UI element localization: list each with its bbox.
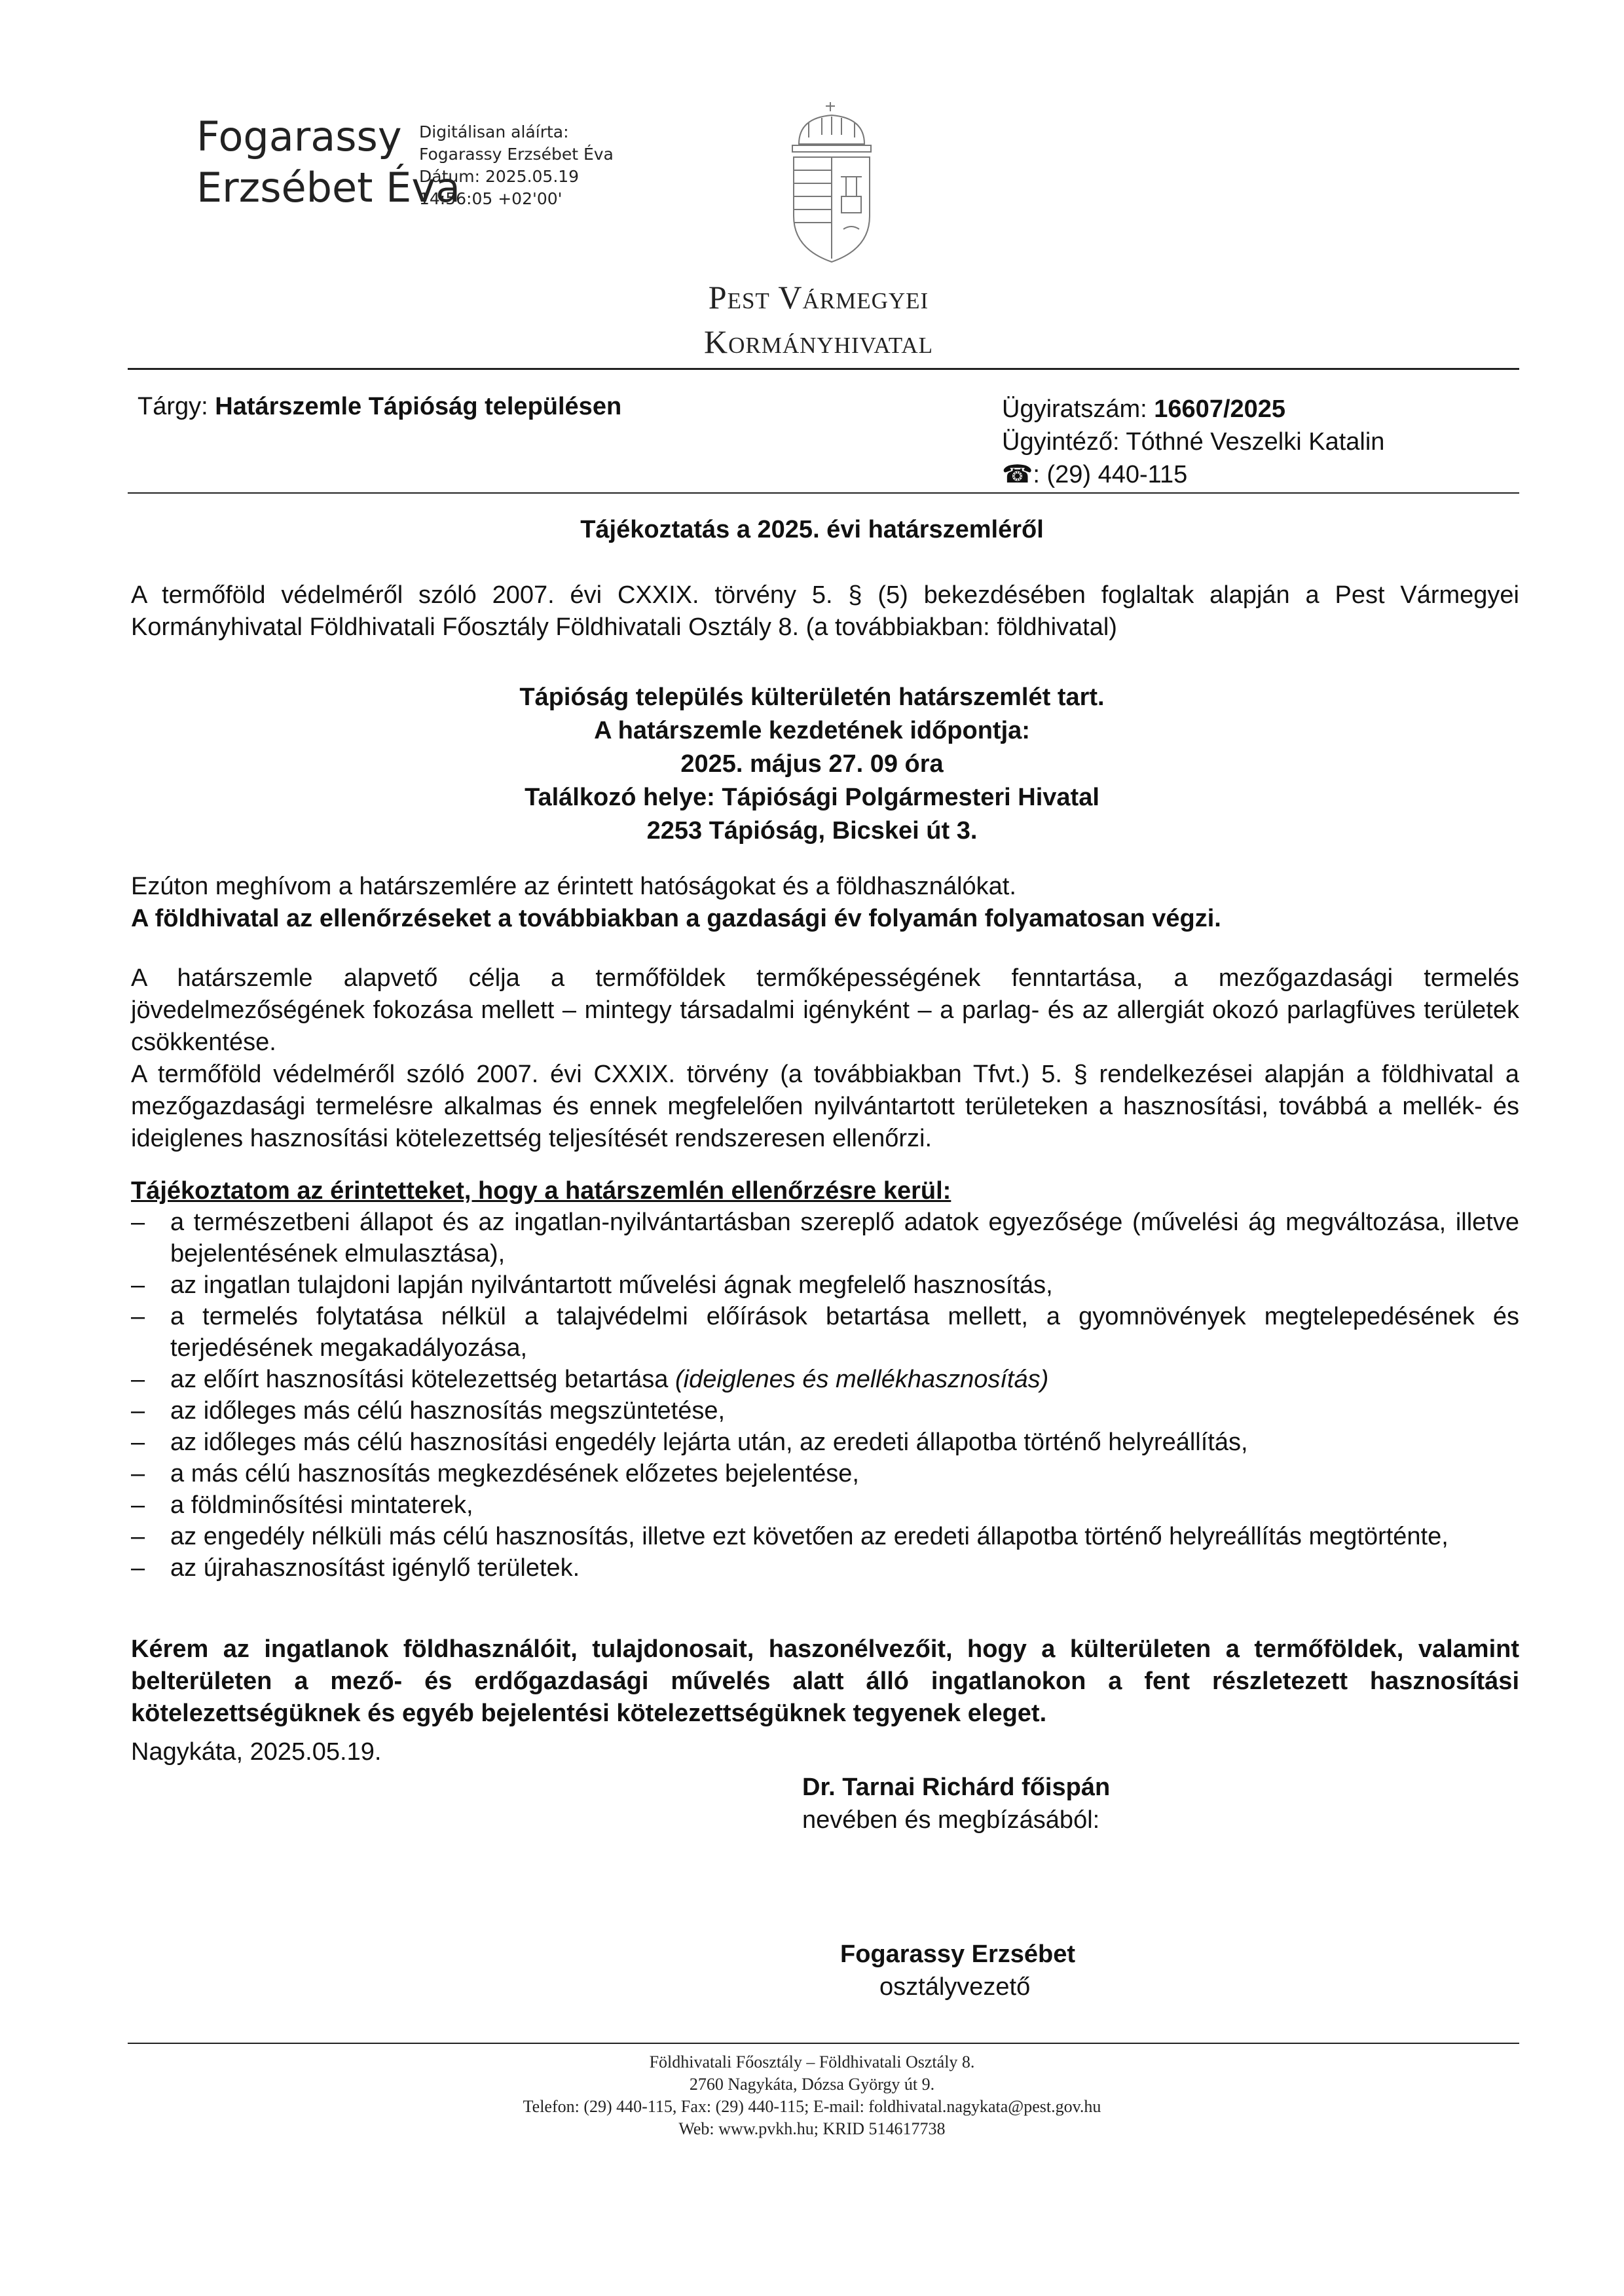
list-item-italic: (ideiglenes és mellékhasznosítás) bbox=[675, 1366, 1049, 1393]
subject-label: Tárgy: bbox=[138, 393, 208, 420]
footer bbox=[0, 2051, 1624, 2140]
officer-row bbox=[1002, 426, 1384, 458]
signature-details bbox=[419, 121, 614, 210]
case-number-row bbox=[1002, 393, 1384, 426]
list-item: – az ingatlan tulajdoni lapján nyilvántartott művelési ágnak megfelelő hasznosítás, bbox=[131, 1271, 1053, 1299]
signer-primary-role: nevében és megbízásából: bbox=[802, 1806, 1100, 1834]
announcement-line1: Tápióság település külterületén határszemlét tart. bbox=[519, 683, 1105, 711]
checks-list bbox=[131, 1207, 1519, 1584]
announcement-line4: Találkozó helye: Tápiósági Polgármesteri Hivatal bbox=[525, 784, 1099, 811]
purpose-p1: A határszemle alapvető célja a termőföldek termőképességének fenntartása, a mezőgazdasági termelés jövedelmezőségének fokozása mellett – mintegy társadalmi igényként – a parlag- és az allergiát okozó parlagfüves területek csökkentése. bbox=[131, 964, 1519, 1056]
signature-detail-label: Digitálisan aláírta: bbox=[419, 122, 569, 141]
case-info bbox=[1002, 393, 1384, 491]
telephone-icon: ☎ bbox=[1002, 461, 1033, 488]
agency-line1: Pest Vármegyei bbox=[708, 279, 929, 316]
case-number-label: Ügyiratszám: bbox=[1002, 395, 1147, 423]
announcement-line2: A határszemle kezdetének időpontja: bbox=[594, 717, 1030, 744]
phone-row bbox=[1002, 458, 1384, 491]
invite-paragraph bbox=[131, 871, 1519, 935]
signer-secondary-role: osztályvezető bbox=[879, 1973, 1031, 2001]
list-item: – a földminősítési mintaterek, bbox=[131, 1491, 473, 1519]
intro-paragraph: A termőföld védelméről szóló 2007. évi CXXIX. törvény 5. § (5) bekezdésében foglaltak alapján a Pest Vármegyei Kormányhivatal Földhivatali Főosztály Földhivatali Osztály 8. (a továbbiakban: földhivatal) bbox=[131, 581, 1519, 641]
footer-line4: Web: www.pvkh.hu; KRID 514617738 bbox=[678, 2119, 946, 2138]
footer-line2: 2760 Nagykáta, Dózsa György út 9. bbox=[689, 2075, 935, 2094]
list-item: – az időleges más célú hasznosítási engedély lejárta után, az eredeti állapotba történő helyreállítás, bbox=[131, 1429, 1248, 1456]
list-item: – az előírt hasznosítási kötelezettség betartása (ideiglenes és mellékhasznosítás) bbox=[131, 1366, 1049, 1393]
checks-section bbox=[131, 1175, 1519, 1584]
announcement bbox=[0, 681, 1624, 848]
coat-of-arms-icon bbox=[773, 98, 891, 275]
announcement-line5: 2253 Tápióság, Bicskei út 3. bbox=[646, 817, 978, 845]
invite-line2: A földhivatal az ellenőrzéseket a továbbiakban a gazdasági év folyamán folyamatosan végzi. bbox=[131, 905, 1221, 932]
phone-value: : (29) 440-115 bbox=[1033, 461, 1188, 488]
officer-value: Tóthné Veszelki Katalin bbox=[1126, 428, 1385, 456]
list-item: – az időleges más célú hasznosítás megszüntetése, bbox=[131, 1397, 726, 1425]
list-item: – a más célú hasznosítás megkezdésének előzetes bejelentése, bbox=[131, 1460, 859, 1487]
checks-heading: Tájékoztatom az érintetteket, hogy a határszemlén ellenőrzésre kerül: bbox=[131, 1177, 951, 1205]
signer-primary bbox=[802, 1771, 1110, 1836]
footer-line1: Földhivatali Főosztály – Földhivatali Osztály 8. bbox=[649, 2052, 975, 2071]
purpose-paragraph bbox=[131, 962, 1519, 1155]
place-date: Nagykáta, 2025.05.19. bbox=[131, 1738, 382, 1766]
signer-primary-name: Dr. Tarnai Richárd főispán bbox=[802, 1774, 1111, 1801]
subject-value: Határszemle Tápióság településen bbox=[215, 393, 622, 420]
agency-name bbox=[589, 275, 1048, 364]
invite-line1: Ezúton meghívom a határszemlére az érintett hatóságokat és a földhasználókat. bbox=[131, 873, 1016, 900]
footer-divider bbox=[128, 2043, 1519, 2044]
signer-secondary bbox=[840, 1938, 1075, 2003]
signature-detail-time: 14:56:05 +02'00' bbox=[419, 189, 563, 208]
closing-paragraph: Kérem az ingatlanok földhasználóit, tulajdonosait, haszonélvezőit, hogy a külterületen a termőföldek, valamint belterületen a mező- és erdőgazdasági művelés alatt álló ingatlanokon a fent részletezett hasznosítási kötelezettségüknek és egyéb bejelentési kötelezettségüknek tegyenek eleget. bbox=[131, 1635, 1519, 1727]
header-divider bbox=[128, 368, 1519, 370]
subject-divider bbox=[128, 492, 1519, 494]
document-title: Tájékoztatás a 2025. évi határszemléről bbox=[580, 516, 1044, 543]
announcement-line3: 2025. május 27. 09 óra bbox=[680, 750, 944, 778]
purpose-p2: A termőföld védelméről szóló 2007. évi CXXIX. törvény (a továbbiakban Tfvt.) 5. § rendelkezései alapján a földhivatal a mezőgazdasági termelésre alkalmas és ennek megfelelően nyilvántartott területeken a hasznosítási, továbbá a mellék- és ideiglenes hasznosítási kötelezettség teljesítését rendszeresen ellenőrzi. bbox=[131, 1061, 1519, 1152]
list-item: – a termelés folytatása nélkül a talajvédelmi előírások betartása mellett, a gyomnövények megtelepedésének és terjedésének megakadályozása, bbox=[131, 1303, 1519, 1362]
list-item: – az újrahasznosítást igénylő területek. bbox=[131, 1554, 580, 1582]
officer-label: Ügyintéző: bbox=[1002, 428, 1120, 456]
signature-name-line2: Erzsébet Éva bbox=[196, 164, 461, 211]
list-item: – a természetbeni állapot és az ingatlan-nyilvántartásban szereplő adatok egyezősége (művelési ág megváltozása, illetve bejelentésének elmulasztása), bbox=[131, 1209, 1519, 1267]
signature-detail-date: Dátum: 2025.05.19 bbox=[419, 167, 580, 186]
agency-line2: Kormányhivatal bbox=[703, 323, 933, 360]
case-number-value: 16607/2025 bbox=[1154, 395, 1286, 423]
signer-secondary-name: Fogarassy Erzsébet bbox=[840, 1941, 1076, 1968]
footer-line3: Telefon: (29) 440-115, Fax: (29) 440-115; E-mail: foldhivatal.nagykata@pest.gov.hu bbox=[523, 2097, 1101, 2116]
signature-name-line1: Fogarassy bbox=[196, 113, 402, 160]
subject bbox=[138, 393, 621, 421]
signature-detail-name: Fogarassy Erzsébet Éva bbox=[419, 145, 614, 164]
list-item: – az engedély nélküli más célú hasznosítás, illetve ezt követően az eredeti állapotba történő helyreállítás megtörténte, bbox=[131, 1523, 1449, 1550]
